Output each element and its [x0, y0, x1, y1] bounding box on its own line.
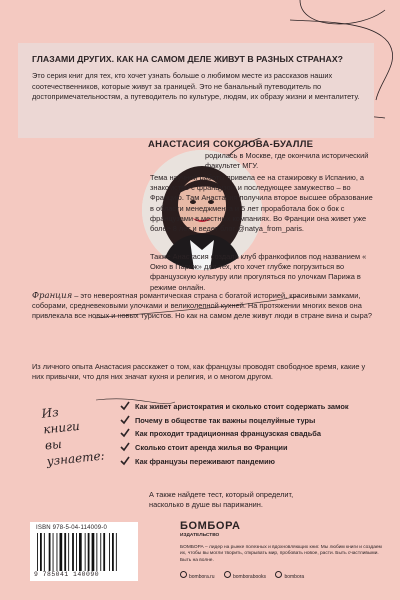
author-bio-intro: родилась в Москве, где окончила исторический факультет МГУ. — [205, 151, 369, 171]
checkmark-icon — [120, 442, 130, 452]
instagram-icon — [224, 571, 231, 578]
author-bio-career: Тема научной работы привела ее на стажировку в Испанию, а знакомство с французом и последующее замужество – во Францию. Там Анастасия получила второе высшее образование в области менеджмента и 5 лет проработала бок о бок с французами в местных компаниях. Во Франции она живет уже более 8 лет и ведет блог @natya_from_paris. — [150, 173, 373, 234]
series-title: ГЛАЗАМИ ДРУГИХ. КАК НА САМОМ ДЕЛЕ ЖИВУТ В РАЗНЫХ СТРАНАХ? — [32, 54, 344, 64]
checkmark-icon — [120, 428, 130, 438]
barcode-digits: 9 785041 140090 — [34, 571, 100, 578]
learn-item — [120, 400, 385, 414]
barcode — [36, 533, 131, 571]
learn-item — [120, 427, 385, 441]
learn-item — [120, 455, 385, 469]
learn-item-text: Как проходит традиционная французская свадьба — [135, 429, 321, 439]
author-name: АНАСТАСИЯ СОКОЛОВА-БУАЛЛЕ — [148, 139, 314, 150]
checkmark-icon — [120, 415, 130, 425]
publisher-description: БОМБОРА – лидер на рынке полезных и вдохновляющих книг. Мы любим книги и создаем их, чтобы вы могли творить, открывать мир, пробовать новое, расти. Быть счастливыми. Быть на волне. — [180, 545, 382, 563]
isbn-label: ISBN 978-5-04-114009-0 — [36, 525, 107, 531]
test-paragraph: А также найдете тест, который определит, насколько в душе вы парижанин. — [149, 490, 294, 510]
social-instagram[interactable]: bomborabooks — [224, 574, 266, 580]
personal-experience-paragraph: Из личного опыта Анастасия расскажет о том, как французы проводят свободное время, какие у них привычки, что для них значат кухня и религия, и о многом другом. — [32, 362, 366, 382]
learn-item-text: Сколько стоит аренда жилья во Франции — [135, 443, 288, 453]
vk-icon — [275, 571, 282, 578]
publisher-social-links — [180, 571, 385, 580]
learn-list — [120, 400, 385, 468]
learn-item — [120, 441, 385, 455]
france-word: Франция — [32, 291, 73, 301]
france-paragraph — [32, 291, 377, 322]
series-description: Это серия книг для тех, кто хочет узнать больше о любимом месте из рассказов наших соотечественников, которые живут за границей. Это не банальный путеводитель по достопримечательностям, а путеводитель по культуре, людям, их образу жизни и менталитету. — [32, 71, 360, 102]
learn-item-text: Почему в обществе так важны поцелуйные туры — [135, 415, 316, 425]
learn-item-text: Как живет аристократия и сколько стоит содержать замок — [135, 402, 349, 411]
checkmark-icon — [120, 401, 130, 411]
checkmark-icon — [120, 456, 130, 466]
social-website[interactable]: bombora.ru — [180, 574, 215, 580]
learn-caption: Из книги вы узнаете: — [40, 405, 106, 469]
globe-icon — [180, 571, 187, 578]
publisher-logo-name: БОМБОРА — [180, 520, 241, 532]
learn-item — [120, 414, 385, 428]
author-bio-club: Также Анастасия создала клуб франкофилов под названием « Окно в Париж» для тех, кто хочет глубже погрузиться во французскую культуру или прогуляться по улочкам Парижа в режиме онлайн. — [150, 252, 367, 292]
publisher-logo-subtitle: ИЗДАТЕЛЬСТВО — [180, 533, 220, 538]
social-vk[interactable]: bombora — [275, 574, 304, 580]
france-description: – это невероятная романтическая страна с богатой историей, красивыми замками, соборами, средневековыми улочками и великолепной кухней. На протяжении многих веков она привлекала все новых и новых туристов. Но как на самом деле живут люди в стране вина и сыра? — [32, 291, 372, 321]
publisher-logo — [180, 520, 250, 542]
learn-item-text: Как французы переживают пандемию — [135, 456, 275, 466]
